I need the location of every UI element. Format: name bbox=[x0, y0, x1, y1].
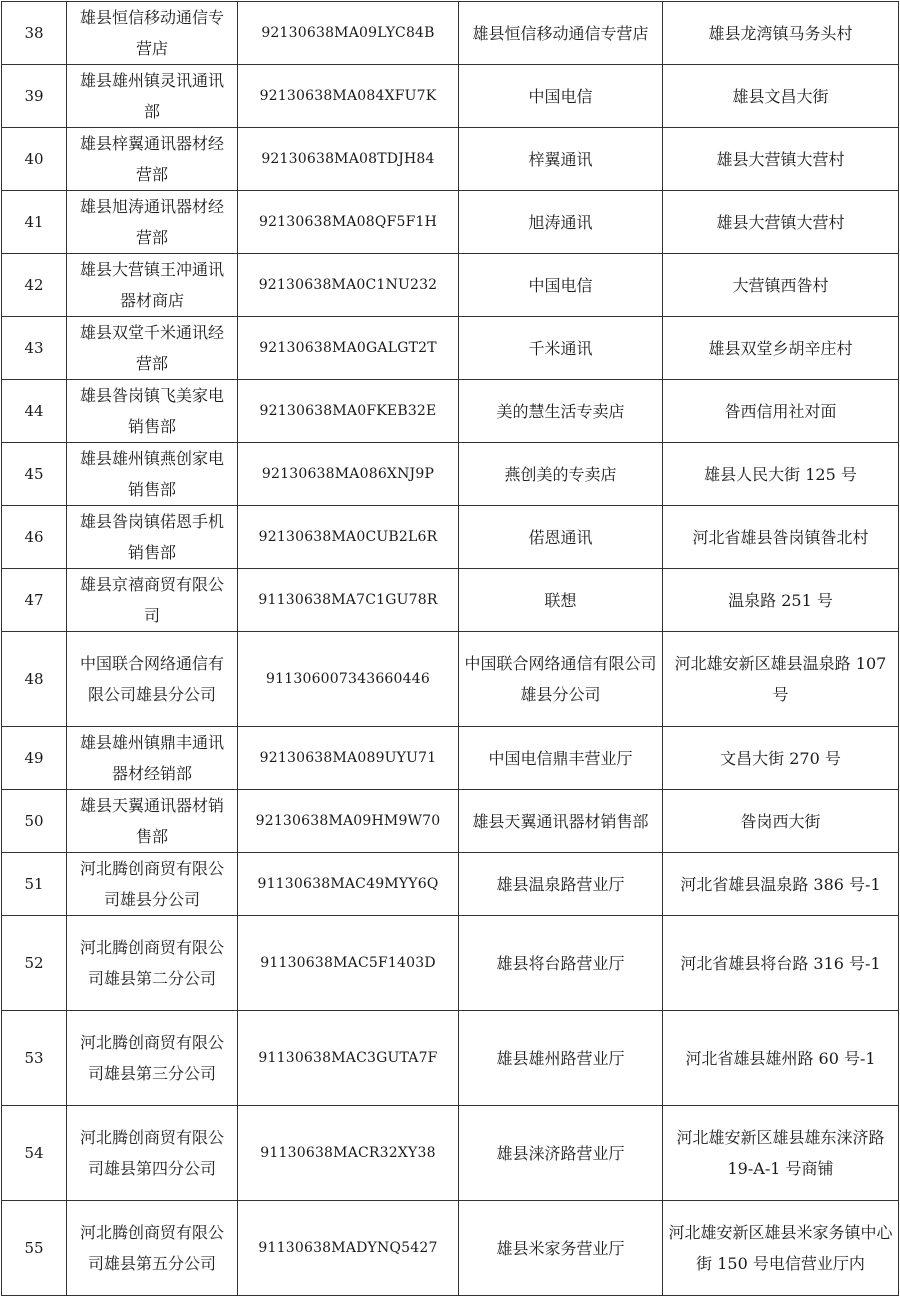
shop-name: 中国电信鼎丰营业厅 bbox=[459, 727, 663, 790]
business-table bbox=[1, 1, 899, 1296]
entity-name: 雄县雄州镇鼎丰通讯器材经销部 bbox=[67, 727, 238, 790]
entity-name: 雄县大营镇王冲通讯器材商店 bbox=[67, 254, 238, 317]
table-row bbox=[2, 790, 899, 853]
row-number: 45 bbox=[2, 443, 67, 506]
row-number: 55 bbox=[2, 1201, 67, 1296]
address: 河北省雄县温泉路 386 号-1 bbox=[663, 853, 899, 916]
credit-code: 92130638MA089UYU71 bbox=[238, 727, 459, 790]
entity-name: 河北腾创商贸有限公司雄县第二分公司 bbox=[67, 916, 238, 1011]
row-number: 50 bbox=[2, 790, 67, 853]
entity-name: 河北腾创商贸有限公司雄县第四分公司 bbox=[67, 1106, 238, 1201]
shop-name: 中国电信 bbox=[459, 65, 663, 128]
entity-name: 雄县恒信移动通信专营店 bbox=[67, 2, 238, 65]
entity-name: 雄县雄州镇灵讯通讯部 bbox=[67, 65, 238, 128]
table-row bbox=[2, 65, 899, 128]
shop-name: 美的慧生活专卖店 bbox=[459, 380, 663, 443]
entity-name: 雄县梓翼通讯器材经营部 bbox=[67, 128, 238, 191]
address: 雄县龙湾镇马务头村 bbox=[663, 2, 899, 65]
table-row bbox=[2, 569, 899, 632]
address: 雄县人民大街 125 号 bbox=[663, 443, 899, 506]
row-number: 42 bbox=[2, 254, 67, 317]
table-row bbox=[2, 317, 899, 380]
table-row bbox=[2, 916, 899, 1011]
row-number: 40 bbox=[2, 128, 67, 191]
credit-code: 92130638MA0GALGT2T bbox=[238, 317, 459, 380]
table-row bbox=[2, 506, 899, 569]
credit-code: 92130638MA09HM9W70 bbox=[238, 790, 459, 853]
credit-code: 92130638MA09LYC84B bbox=[238, 2, 459, 65]
entity-name: 雄县昝岗镇飞美家电销售部 bbox=[67, 380, 238, 443]
shop-name: 中国电信 bbox=[459, 254, 663, 317]
shop-name: 燕创美的专卖店 bbox=[459, 443, 663, 506]
address: 雄县双堂乡胡辛庄村 bbox=[663, 317, 899, 380]
address: 河北省雄县雄州路 60 号-1 bbox=[663, 1011, 899, 1106]
entity-name: 雄县昝岗镇偌恩手机销售部 bbox=[67, 506, 238, 569]
credit-code: 91130638MAC49MYY6Q bbox=[238, 853, 459, 916]
table-row bbox=[2, 254, 899, 317]
entity-name: 雄县旭涛通讯器材经营部 bbox=[67, 191, 238, 254]
credit-code: 91130638MACR32XY38 bbox=[238, 1106, 459, 1201]
row-number: 41 bbox=[2, 191, 67, 254]
table-row bbox=[2, 2, 899, 65]
shop-name: 雄县涞济路营业厅 bbox=[459, 1106, 663, 1201]
credit-code: 92130638MA0FKEB32E bbox=[238, 380, 459, 443]
address: 昝岗西大街 bbox=[663, 790, 899, 853]
table-row bbox=[2, 853, 899, 916]
table-row bbox=[2, 1106, 899, 1201]
entity-name: 雄县双堂千米通讯经营部 bbox=[67, 317, 238, 380]
row-number: 46 bbox=[2, 506, 67, 569]
row-number: 52 bbox=[2, 916, 67, 1011]
credit-code: 92130638MA0C1NU232 bbox=[238, 254, 459, 317]
table-row bbox=[2, 128, 899, 191]
table-row bbox=[2, 191, 899, 254]
address: 河北省雄县昝岗镇昝北村 bbox=[663, 506, 899, 569]
credit-code: 911306007343660446 bbox=[238, 632, 459, 727]
table-row bbox=[2, 632, 899, 727]
row-number: 47 bbox=[2, 569, 67, 632]
row-number: 49 bbox=[2, 727, 67, 790]
address: 雄县文昌大街 bbox=[663, 65, 899, 128]
row-number: 48 bbox=[2, 632, 67, 727]
credit-code: 91130638MA7C1GU78R bbox=[238, 569, 459, 632]
row-number: 54 bbox=[2, 1106, 67, 1201]
entity-name: 河北腾创商贸有限公司雄县分公司 bbox=[67, 853, 238, 916]
credit-code: 92130638MA0CUB2L6R bbox=[238, 506, 459, 569]
credit-code: 92130638MA086XNJ9P bbox=[238, 443, 459, 506]
shop-name: 雄县恒信移动通信专营店 bbox=[459, 2, 663, 65]
shop-name: 雄县雄州路营业厅 bbox=[459, 1011, 663, 1106]
shop-name: 旭涛通讯 bbox=[459, 191, 663, 254]
entity-name: 河北腾创商贸有限公司雄县第三分公司 bbox=[67, 1011, 238, 1106]
address: 雄县大营镇大营村 bbox=[663, 191, 899, 254]
credit-code: 91130638MAC5F1403D bbox=[238, 916, 459, 1011]
row-number: 43 bbox=[2, 317, 67, 380]
row-number: 38 bbox=[2, 2, 67, 65]
credit-code: 92130638MA084XFU7K bbox=[238, 65, 459, 128]
row-number: 39 bbox=[2, 65, 67, 128]
table-row bbox=[2, 1201, 899, 1296]
address: 大营镇西昝村 bbox=[663, 254, 899, 317]
credit-code: 92130638MA08TDJH84 bbox=[238, 128, 459, 191]
shop-name: 雄县温泉路营业厅 bbox=[459, 853, 663, 916]
entity-name: 河北腾创商贸有限公司雄县第五分公司 bbox=[67, 1201, 238, 1296]
address: 河北雄安新区雄县温泉路 107 号 bbox=[663, 632, 899, 727]
table-row bbox=[2, 380, 899, 443]
credit-code: 92130638MA08QF5F1H bbox=[238, 191, 459, 254]
shop-name: 雄县将台路营业厅 bbox=[459, 916, 663, 1011]
address: 文昌大街 270 号 bbox=[663, 727, 899, 790]
address: 雄县大营镇大营村 bbox=[663, 128, 899, 191]
entity-name: 雄县京禧商贸有限公司 bbox=[67, 569, 238, 632]
row-number: 51 bbox=[2, 853, 67, 916]
shop-name: 雄县天翼通讯器材销售部 bbox=[459, 790, 663, 853]
shop-name: 偌恩通讯 bbox=[459, 506, 663, 569]
address: 河北雄安新区雄县米家务镇中心街 150 号电信营业厅内 bbox=[663, 1201, 899, 1296]
entity-name: 雄县天翼通讯器材销售部 bbox=[67, 790, 238, 853]
address: 河北省雄县将台路 316 号-1 bbox=[663, 916, 899, 1011]
table-row bbox=[2, 1011, 899, 1106]
row-number: 53 bbox=[2, 1011, 67, 1106]
shop-name: 中国联合网络通信有限公司雄县分公司 bbox=[459, 632, 663, 727]
credit-code: 91130638MADYNQ5427 bbox=[238, 1201, 459, 1296]
shop-name: 千米通讯 bbox=[459, 317, 663, 380]
shop-name: 梓翼通讯 bbox=[459, 128, 663, 191]
address: 河北雄安新区雄县雄东涞济路 19-A-1 号商铺 bbox=[663, 1106, 899, 1201]
address: 温泉路 251 号 bbox=[663, 569, 899, 632]
address: 昝西信用社对面 bbox=[663, 380, 899, 443]
entity-name: 雄县雄州镇燕创家电销售部 bbox=[67, 443, 238, 506]
row-number: 44 bbox=[2, 380, 67, 443]
table-row bbox=[2, 727, 899, 790]
entity-name: 中国联合网络通信有限公司雄县分公司 bbox=[67, 632, 238, 727]
credit-code: 91130638MAC3GUTA7F bbox=[238, 1011, 459, 1106]
shop-name: 联想 bbox=[459, 569, 663, 632]
table-row bbox=[2, 443, 899, 506]
shop-name: 雄县米家务营业厅 bbox=[459, 1201, 663, 1296]
